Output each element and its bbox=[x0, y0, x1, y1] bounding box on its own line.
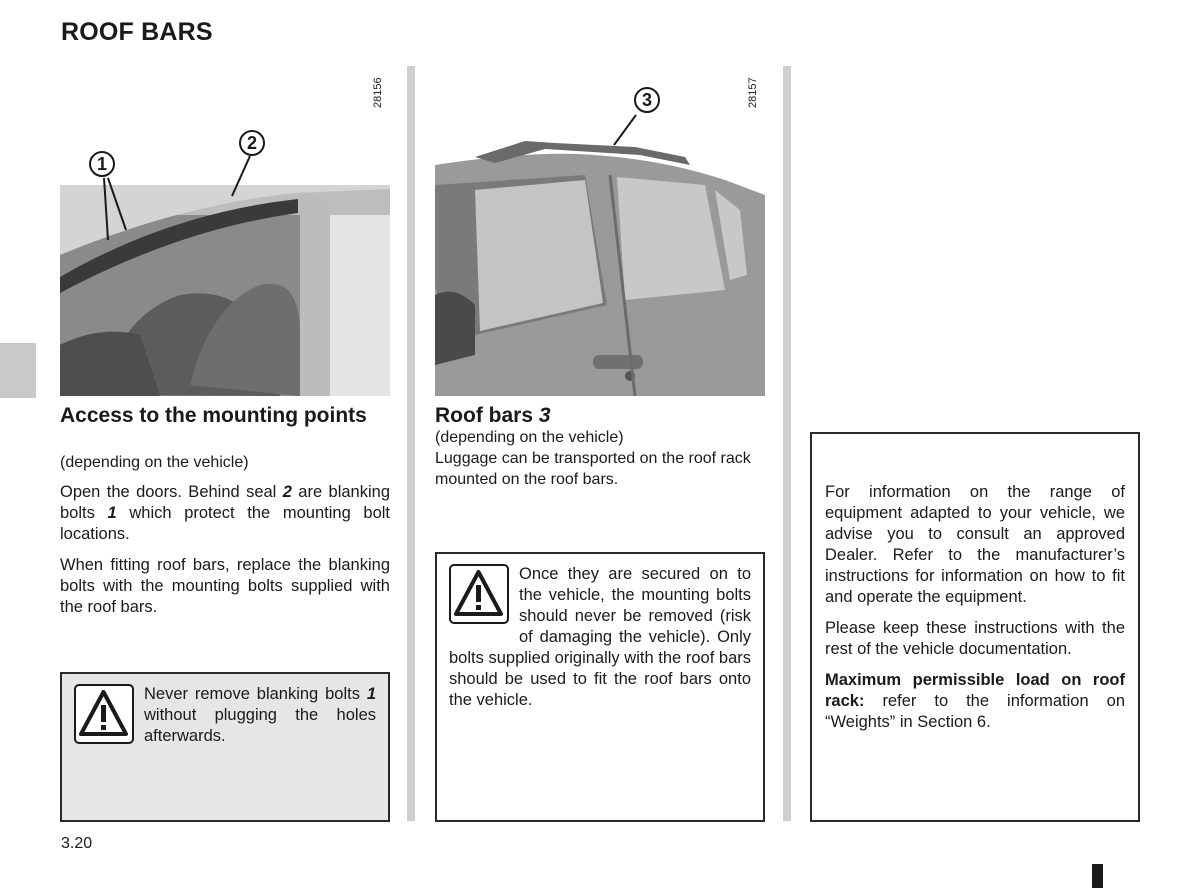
paragraph: For information on the range of equipment adapted to your vehicle, we advise you to consult an approved Dealer. Refer to the manufacturer’s instructions for information on how to fit and operate the equipment. bbox=[825, 483, 1125, 606]
heading-text: Roof bars bbox=[435, 404, 539, 427]
body-text: Luggage can be transported on the roof rack mounted on the roof bars. bbox=[435, 450, 751, 488]
section-subtitle: (depending on the vehicle) bbox=[60, 454, 249, 471]
warning-text: Once they are secured on to the vehicle, the mounting bolts should never be removed (risk of damaging the vehicle). Only bolts supplied originally with the roof bars should be used to fit the roof bars onto the vehicle. bbox=[449, 565, 751, 709]
callout-2: 2 bbox=[239, 130, 265, 156]
section-subtitle: (depending on the vehicle) bbox=[435, 429, 624, 446]
bold-label: Maximum permissible load on roof rack: bbox=[825, 671, 1125, 710]
page-title: ROOF BARS bbox=[61, 18, 213, 46]
page-number: 3.20 bbox=[61, 835, 93, 852]
info-text bbox=[825, 482, 1125, 733]
section-heading bbox=[435, 403, 765, 428]
heading-text: Access to the mounting points bbox=[60, 404, 367, 427]
column-divider bbox=[407, 66, 415, 821]
text-run: Open the doors. Behind seal bbox=[60, 483, 283, 501]
callout-lines bbox=[60, 120, 390, 250]
callout-3: 3 bbox=[634, 87, 660, 113]
seal-ref: 2 bbox=[282, 483, 292, 501]
text-run: without plugging the holes afterwards. bbox=[144, 706, 376, 745]
text-run: Never remove blanking bolts bbox=[144, 685, 367, 703]
paragraph: When fitting roof bars, replace the blanking bolts with the mounting bolts supplied with the roof bars. bbox=[60, 556, 390, 616]
bolt-ref: 1 bbox=[107, 504, 117, 522]
bolt-ref: 1 bbox=[366, 685, 376, 703]
paragraph: Please keep these instructions with the rest of the vehicle documentation. bbox=[825, 619, 1125, 658]
roof-bars-photo bbox=[435, 135, 765, 396]
page-edge-mark bbox=[1092, 864, 1103, 888]
callout-lines bbox=[600, 105, 680, 165]
section-tab bbox=[0, 343, 36, 398]
section-heading bbox=[60, 403, 390, 428]
text-run: refer to the information on “Weights” in Section 6. bbox=[825, 692, 1125, 731]
image-reference: 28156 bbox=[372, 77, 384, 108]
paragraph bbox=[60, 482, 390, 545]
warning-triangle-icon bbox=[449, 564, 509, 624]
body-text bbox=[60, 482, 390, 628]
image-reference: 28157 bbox=[747, 77, 759, 108]
text-run: which protect the mounting bolt locations. bbox=[60, 504, 391, 543]
column-divider bbox=[783, 66, 791, 821]
warning-triangle-icon bbox=[74, 684, 134, 744]
text-run: are blanking bolts bbox=[60, 483, 391, 522]
info-box bbox=[810, 432, 1140, 822]
warning-box bbox=[60, 672, 390, 822]
callout-1: 1 bbox=[89, 151, 115, 177]
warning-box bbox=[435, 552, 765, 822]
paragraph bbox=[825, 670, 1125, 733]
roof-bar-ref: 3 bbox=[538, 404, 551, 427]
